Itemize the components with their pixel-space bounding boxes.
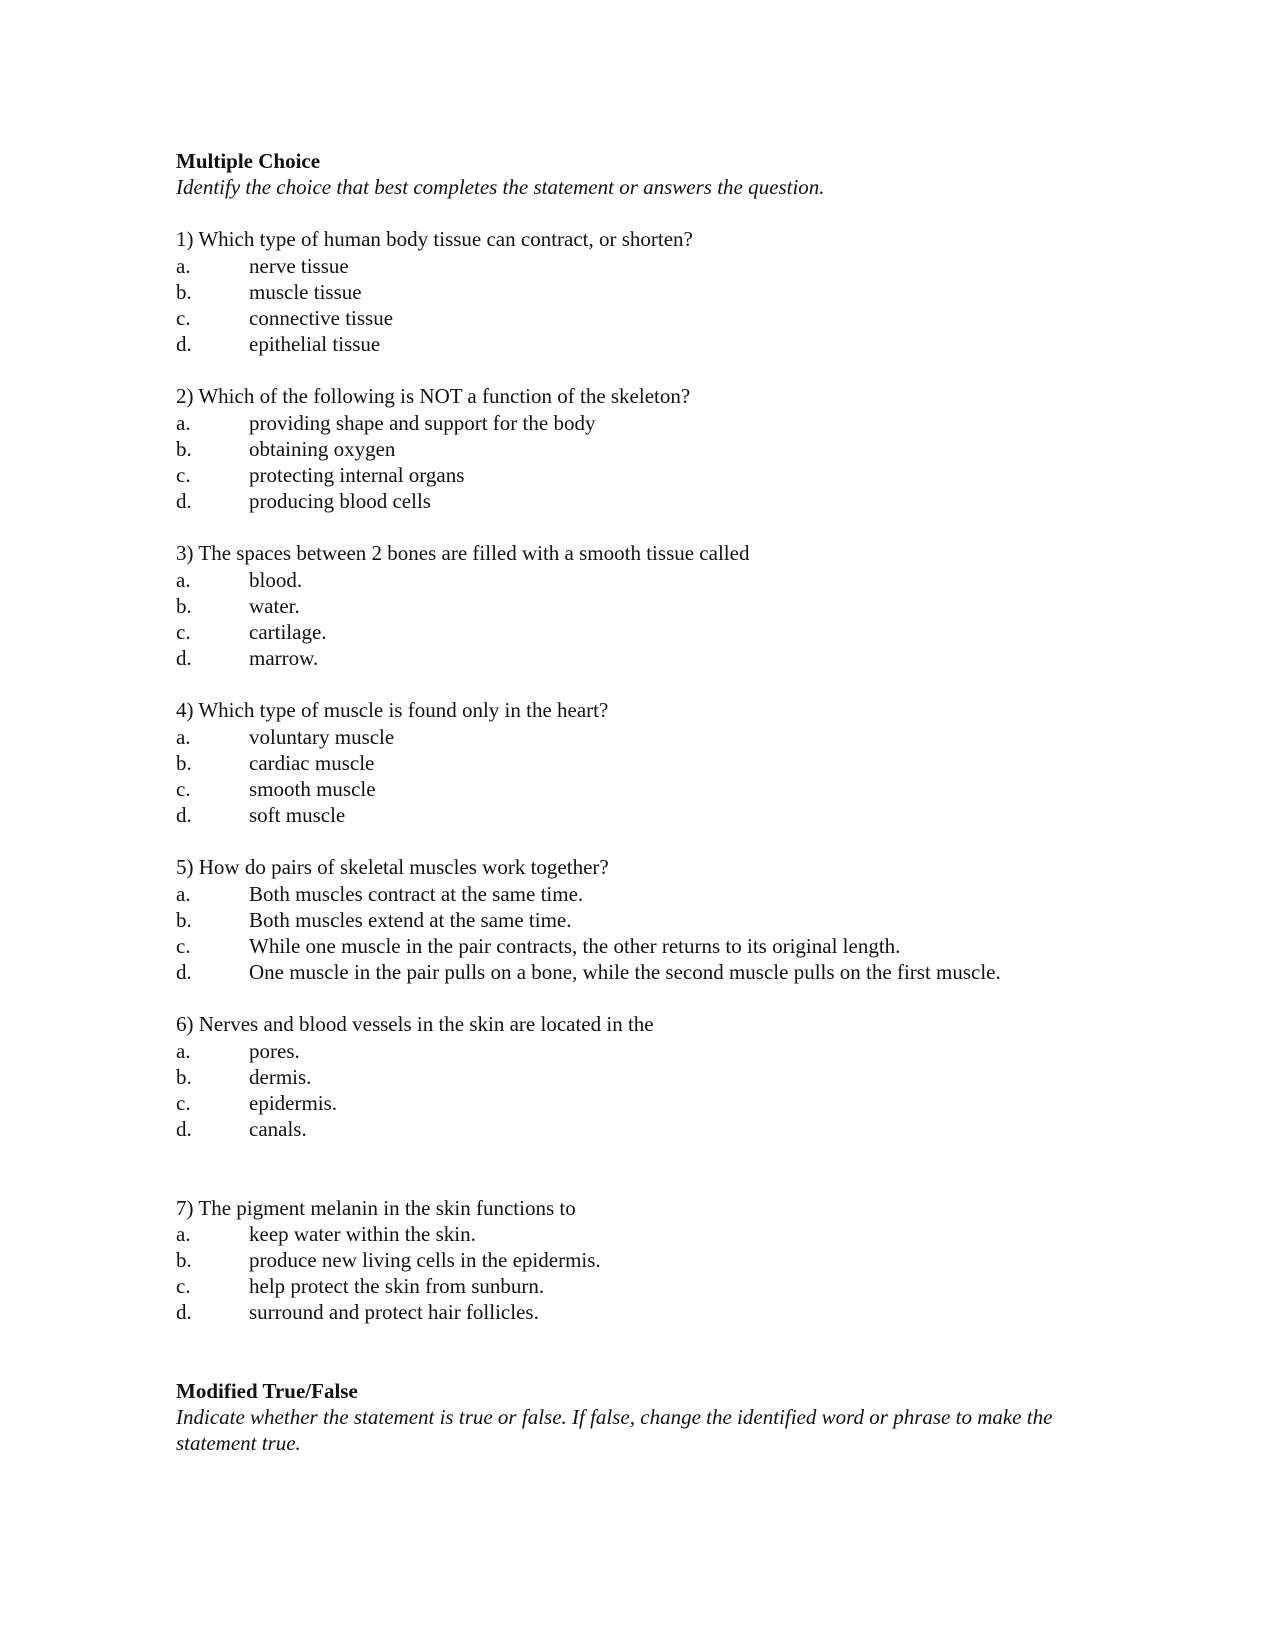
choice-text: connective tissue [249, 306, 394, 331]
question-1 [176, 226, 1096, 357]
choice-text: cartilage. [249, 620, 327, 645]
choice-b [176, 436, 1096, 462]
choice-text: surround and protect hair follicles. [249, 1300, 539, 1325]
choice-letter: c. [176, 620, 191, 645]
choice-text: water. [249, 593, 300, 618]
choice-letter: b. [176, 593, 192, 618]
choice-c [176, 305, 1096, 331]
choice-text: pores. [249, 1038, 300, 1063]
choice-c [176, 1090, 1096, 1116]
question-3 [176, 540, 1096, 671]
choice-text: Both muscles contract at the same time. [249, 881, 584, 906]
choice-letter: b. [176, 750, 192, 775]
section-instructions-modified-true-false: Indicate whether the statement is true or false. If false, change the identified word or phrase to make the statement true. [176, 1404, 1053, 1455]
choice-letter: a. [176, 253, 191, 278]
choice-text: blood. [249, 567, 303, 592]
choice-letter: a. [176, 410, 191, 435]
choice-text: keep water within the skin. [249, 1221, 476, 1246]
choice-letter: b. [176, 907, 192, 932]
section-title-multiple-choice: Multiple Choice [176, 149, 321, 173]
choice-d [176, 1299, 1096, 1325]
choice-text: smooth muscle [249, 777, 376, 802]
choice-b [176, 1247, 1096, 1273]
choice-text: marrow. [249, 646, 319, 671]
choice-text: canals. [249, 1117, 307, 1142]
choice-letter: c. [176, 934, 191, 959]
choice-text: dermis. [249, 1064, 312, 1089]
choice-b [176, 750, 1096, 776]
choice-text: nerve tissue [249, 253, 349, 278]
choice-letter: a. [176, 1221, 191, 1246]
choice-a [176, 410, 1096, 436]
choice-letter: d. [176, 1117, 192, 1142]
choice-letter: b. [176, 1247, 192, 1272]
choice-letter: d. [176, 332, 192, 357]
choice-d [176, 1116, 1096, 1142]
choice-text: help protect the skin from sunburn. [249, 1274, 545, 1299]
choice-letter: c. [176, 1274, 191, 1299]
question-7 [176, 1195, 1096, 1326]
choice-letter: c. [176, 306, 191, 331]
choice-text: produce new living cells in the epidermis. [249, 1247, 601, 1272]
choice-b [176, 907, 1096, 933]
choice-d [176, 959, 1096, 985]
choice-d [176, 331, 1096, 357]
section-modified-true-false [176, 1378, 1096, 1457]
choice-b [176, 1064, 1096, 1090]
choice-c [176, 1273, 1096, 1299]
choice-letter: a. [176, 1038, 191, 1063]
question-6 [176, 1011, 1096, 1142]
choice-text: protecting internal organs [249, 463, 465, 488]
choice-text: obtaining oxygen [249, 436, 396, 461]
question-text: 7) The pigment melanin in the skin functions to [176, 1195, 576, 1220]
choice-text: Both muscles extend at the same time. [249, 907, 572, 932]
question-5 [176, 854, 1096, 985]
question-2 [176, 383, 1096, 514]
choice-d [176, 802, 1096, 828]
choice-d [176, 488, 1096, 514]
choice-letter: d. [176, 1300, 192, 1325]
choice-c [176, 933, 1096, 959]
choice-letter: c. [176, 463, 191, 488]
choice-a [176, 881, 1096, 907]
section-title-modified-true-false: Modified True/False [176, 1378, 358, 1403]
choice-text: soft muscle [249, 803, 346, 828]
choice-c [176, 776, 1096, 802]
choice-text: One muscle in the pair pulls on a bone, while the second muscle pulls on the first muscle. [249, 960, 1001, 985]
choice-text: muscle tissue [249, 279, 362, 304]
choice-letter: b. [176, 436, 192, 461]
worksheet-page [176, 148, 1096, 1456]
choice-c [176, 462, 1096, 488]
choice-d [176, 645, 1096, 671]
question-text: 2) Which of the following is NOT a function of the skeleton? [176, 384, 691, 409]
choice-letter: d. [176, 489, 192, 514]
choice-b [176, 593, 1096, 619]
question-text: 4) Which type of muscle is found only in the heart? [176, 698, 609, 723]
question-text: 3) The spaces between 2 bones are filled with a smooth tissue called [176, 541, 750, 566]
choice-text: voluntary muscle [249, 724, 395, 749]
choice-text: epithelial tissue [249, 332, 381, 357]
question-text: 5) How do pairs of skeletal muscles work together? [176, 855, 609, 880]
choice-text: cardiac muscle [249, 750, 375, 775]
choice-letter: d. [176, 960, 192, 985]
choice-letter: d. [176, 803, 192, 828]
choice-letter: b. [176, 279, 192, 304]
choice-text: epidermis. [249, 1091, 338, 1116]
choice-a [176, 724, 1096, 750]
question-4 [176, 697, 1096, 828]
question-text: 1) Which type of human body tissue can contract, or shorten? [176, 227, 693, 252]
choice-a [176, 567, 1096, 593]
section-instructions-multiple-choice: Identify the choice that best completes the statement or answers the question. [176, 175, 825, 200]
choice-text: While one muscle in the pair contracts, the other returns to its original length. [249, 934, 901, 959]
choice-a [176, 1221, 1096, 1247]
choice-a [176, 253, 1096, 279]
choice-letter: d. [176, 646, 192, 671]
choice-letter: b. [176, 1064, 192, 1089]
choice-letter: a. [176, 724, 191, 749]
choice-a [176, 1038, 1096, 1064]
choice-c [176, 619, 1096, 645]
choice-b [176, 279, 1096, 305]
choice-letter: c. [176, 1091, 191, 1116]
choice-text: producing blood cells [249, 489, 431, 514]
choice-text: providing shape and support for the body [249, 410, 596, 435]
choice-letter: a. [176, 567, 191, 592]
choice-letter: a. [176, 881, 191, 906]
choice-letter: c. [176, 777, 191, 802]
question-text: 6) Nerves and blood vessels in the skin are located in the [176, 1012, 654, 1037]
